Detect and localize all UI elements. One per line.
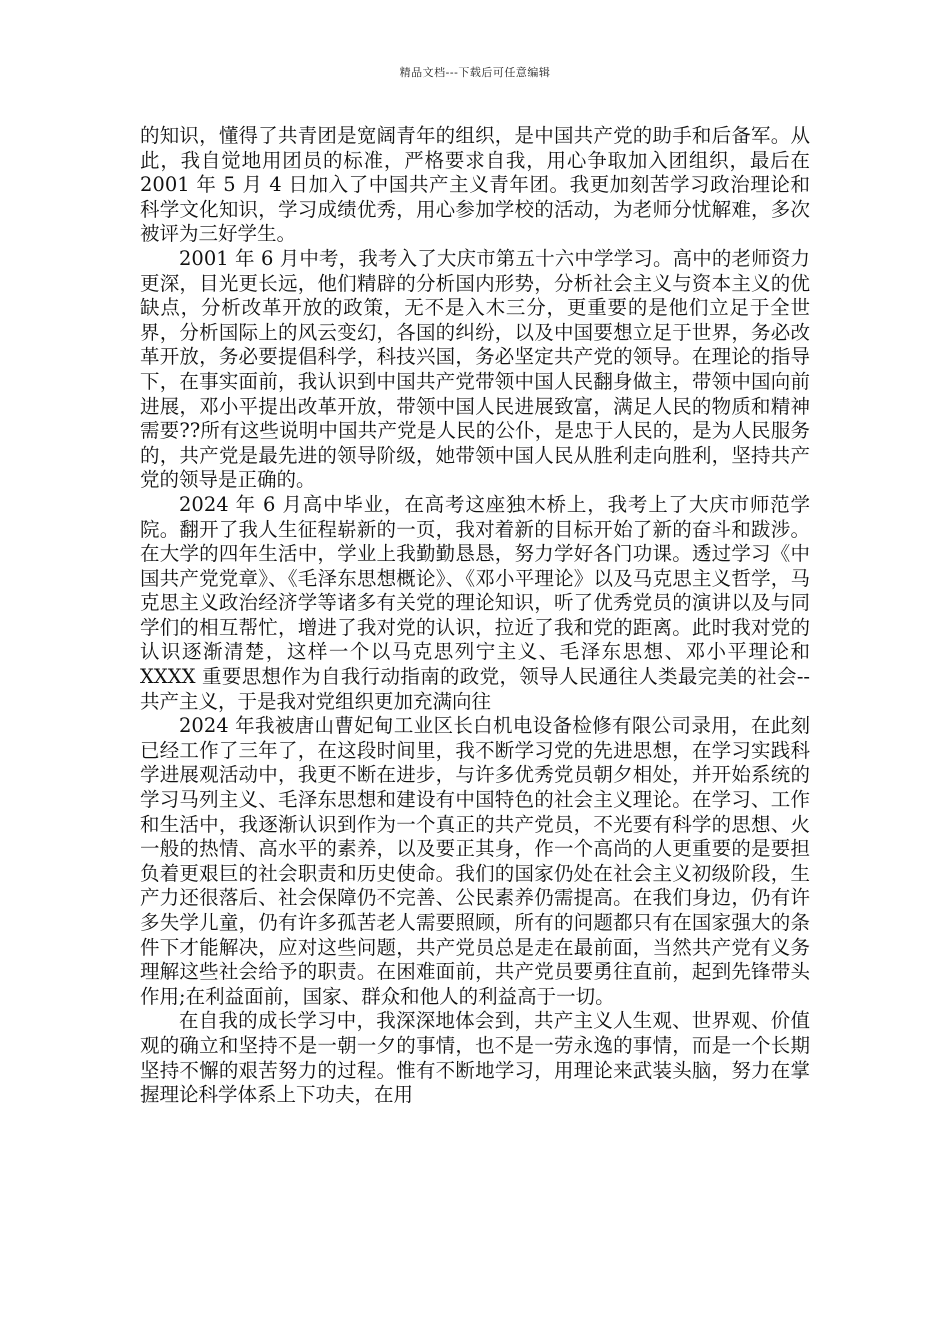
paragraph-2: 2001 年 6 月中考，我考入了大庆市第五十六中学学习。高中的老师资力更深，目光更长远，他们精辟的分析国内形势，分析社会主义与资本主义的优缺点，分析改革开放的政策，无不是入木三分，更重要的是他们立足于全世界，分析国际上的风云变幻，各国的纠纷，以及中国要想立足于世界，务必改革开放，务必要提倡科学，科技兴国，务必坚定共产党的领导。在理论的指导下，在事实面前，我认识到中国共产党带领中国人民翻身做主，带领中国向前进展，邓小平提出改革开放，带领中国人民进展致富，满足人民的物质和精神需要??所有这些说明中国共产党是人民的公仆，是忠于人民的，是为人民服务的，共产党是最先进的领导阶级，她带领中国人民从胜利走向胜利，坚持共产党的领导是正确的。 — [140, 246, 810, 492]
paragraph-5: 在自我的成长学习中，我深深地体会到，共产主义人生观、世界观、价值观的确立和坚持不是一朝一夕的事情，也不是一劳永逸的事情，而是一个长期坚持不懈的艰苦努力的过程。惟有不断地学习，用理论来武装头脑，努力在掌握理论科学体系上下功夫，在用 — [140, 1009, 810, 1107]
document-body — [140, 124, 810, 1108]
paragraph-1: 的知识，懂得了共青团是宽阔青年的组织，是中国共产党的助手和后备军。从此，我自觉地用团员的标准，严格要求自我，用心争取加入团组织，最后在 2001 年 5 月 4 日加入了中国共产主义青年团。我更加刻苦学习政治理论和科学文化知识，学习成绩优秀，用心参加学校的活动，为老师分忧解难，多次被评为三好学生。 — [140, 124, 810, 246]
paragraph-3: 2024 年 6 月高中毕业，在高考这座独木桥上，我考上了大庆市师范学院。翻开了我人生征程崭新的一页，我对着新的目标开始了新的奋斗和跋涉。在大学的四年生活中，学业上我勤勤恳恳，努力学好各门功课。透过学习《中国共产党党章》、《毛泽东思想概论》、《邓小平理论》以及马克思主义哲学，马克思主义政治经济学等诸多有关党的理论知识，听了优秀党员的演讲以及与同学们的相互帮忙，增进了我对党的认识，拉近了我和党的距离。此时我对党的认识逐渐清楚，这样一个以马克思列宁主义、毛泽东思想、邓小平理论和 XXXX 重要思想作为自我行动指南的政党，领导人民通往人类最完美的社会--共产主义，于是我对党组织更加充满向往 — [140, 492, 810, 713]
paragraph-4: 2024 年我被唐山曹妃甸工业区长白机电设备检修有限公司录用，在此刻已经工作了三年了，在这段时间里，我不断学习党的先进思想，在学习实践科学进展观活动中，我更不断在进步，与许多优秀党员朝夕相处，并开始系统的学习马列主义、毛泽东思想和建设有中国特色的社会主义理论。在学习、工作和生活中，我逐渐认识到作为一个真正的共产党员，不光要有科学的思想、火一般的热情、高水平的素养，以及要正其身，作一个高尚的人更重要的是要担负着更艰巨的社会职责和历史使命。我们的国家仍处在社会主义初级阶段，生产力还很落后、社会保障仍不完善、公民素养仍需提高。在我们身边，仍有许多失学儿童，仍有许多孤苦老人需要照顾，所有的问题都只有在国家强大的条件下才能解决，应对这些问题，共产党员总是走在最前面，当然共产党有义务理解这些社会给予的职责。在困难面前，共产党员要勇往直前，起到先锋带头作用;在利益面前，国家、群众和他人的利益高于一切。 — [140, 714, 810, 1008]
page-header: 精品文档---下载后可任意编辑 — [399, 66, 551, 79]
